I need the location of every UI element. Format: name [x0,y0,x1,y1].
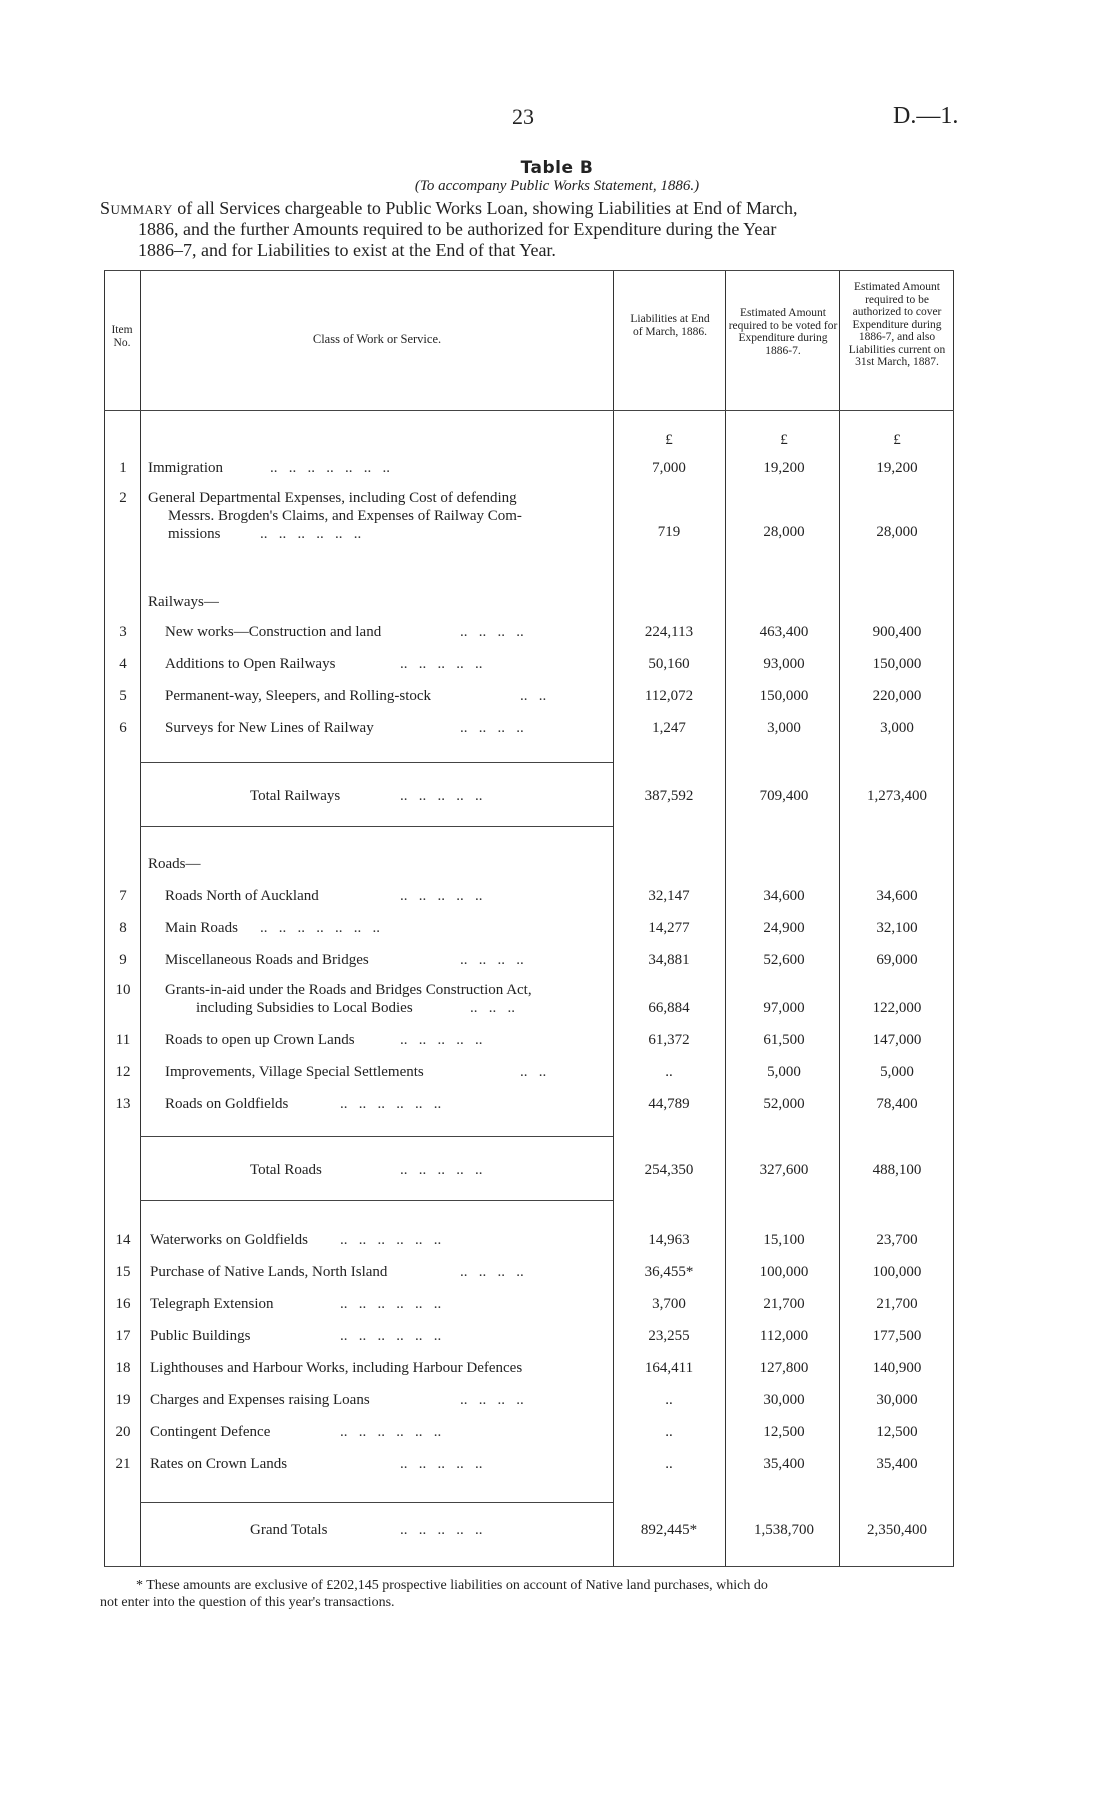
row-label: New works—Construction and land [165,624,382,640]
liabilities-value: 3,700 [652,1296,686,1312]
leader-dots: .. .. .. .. .. .. .. [260,920,380,936]
voted-value: 35,400 [763,1456,805,1472]
item-number: 21 [115,1456,131,1472]
liabilities-value: 7,000 [652,460,686,476]
row-label: Roads North of Auckland [165,888,319,904]
authorized-value: 1,273,400 [867,788,927,804]
currency-symbol: £ [780,432,788,448]
authorized-value: 32,100 [876,920,918,936]
authorized-value: 34,600 [876,888,918,904]
row-label: Roads to open up Crown Lands [165,1032,355,1048]
row-label: Miscellaneous Roads and Bridges [165,952,369,968]
authorized-value: 12,500 [876,1424,918,1440]
section-heading: Roads— [148,856,201,872]
row-label-line: General Departmental Expenses, including Cost of defending [148,490,517,506]
item-number: 10 [115,982,131,998]
currency-symbol: £ [893,432,901,448]
liabilities-value: 112,072 [644,688,694,704]
authorized-value: 3,000 [880,720,914,736]
footnote [100,1577,962,1611]
row-label: Charges and Expenses raising Loans [150,1392,370,1408]
row-label-line: Messrs. Brogden's Claims, and Expenses of Railway Com- [168,508,522,524]
voted-value: 709,400 [759,788,809,804]
leader-dots: .. .. .. .. [460,720,524,736]
authorized-value: 488,100 [872,1162,922,1178]
header-bottom-rule [104,410,954,411]
authorized-value: 147,000 [872,1032,922,1048]
item-number: 4 [119,656,127,672]
leader-dots: .. .. .. .. .. [400,1456,483,1472]
row-label: Additions to Open Railways [165,656,336,672]
liabilities-value: 50,160 [648,656,690,672]
header-authorized: Estimated Amount required to be authorized to cover Expenditure during 1886-7, and also Liabilities current on 31st March, 1887. [848,281,946,368]
row-label: Improvements, Village Special Settlements [165,1064,424,1080]
authorized-value: 150,000 [872,656,922,672]
liabilities-value: 164,411 [644,1360,694,1376]
table-bottom-rule [104,1566,954,1567]
item-number: 17 [115,1328,131,1344]
row-label: Purchase of Native Lands, North Island [150,1264,388,1280]
currency-symbol: £ [665,432,673,448]
leader-dots: .. .. .. .. .. .. [340,1232,442,1248]
voted-value: 34,600 [763,888,805,904]
item-number: 2 [119,490,127,506]
voted-value: 100,000 [759,1264,809,1280]
row-label: Contingent Defence [150,1424,271,1440]
leader-dots: .. .. [520,688,547,704]
authorized-value: 30,000 [876,1392,918,1408]
liabilities-value: 254,350 [644,1162,694,1178]
liabilities-value: .. [665,1392,673,1408]
summary-line-2: 1886, and the further Amounts required to be authorized for Expenditure during the Year [138,219,777,239]
voted-value: 52,600 [763,952,805,968]
authorized-value: 140,900 [872,1360,922,1376]
item-number: 18 [115,1360,131,1376]
summary-lead: Summary [100,198,173,218]
header-voted: Estimated Amount required to be voted for Expenditure during 1886-7. [728,307,838,357]
liabilities-value: 32,147 [648,888,690,904]
railways-subtotal-rule [140,762,613,763]
authorized-value: 69,000 [876,952,918,968]
voted-value: 30,000 [763,1392,805,1408]
voted-value: 327,600 [759,1162,809,1178]
summary-line-1: of all Services chargeable to Public Works Loan, showing Liabilities at End of March, [172,198,798,218]
voted-value: 93,000 [763,656,805,672]
row-label: Main Roads [165,920,238,936]
railways-total-rule [140,826,613,827]
item-number: 7 [119,888,127,904]
leader-dots: .. .. .. .. .. .. .. [270,460,390,476]
voted-value: 150,000 [759,688,809,704]
leader-dots: .. .. .. .. .. .. [340,1424,442,1440]
row-label: Permanent-way, Sleepers, and Rolling-stock [165,688,432,704]
liabilities-value: 44,789 [648,1096,690,1112]
liabilities-value: 61,372 [648,1032,690,1048]
authorized-value: 5,000 [880,1064,914,1080]
liabilities-value: .. [665,1456,673,1472]
section-heading: Railways— [148,594,219,610]
leader-dots: .. .. .. .. [460,952,524,968]
item-number: 8 [119,920,127,936]
leader-dots: .. .. .. .. .. [400,1162,483,1178]
header-item-no: Item No. [111,324,133,349]
leader-dots: .. .. .. .. .. [400,1522,483,1538]
grand-subtotal-rule [140,1502,613,1503]
liabilities-value: 34,881 [648,952,690,968]
authorized-value: 23,700 [876,1232,918,1248]
leader-dots: .. .. [520,1064,547,1080]
liabilities-value: 719 [657,524,681,540]
row-label: Rates on Crown Lands [150,1456,288,1472]
authorized-value: 177,500 [872,1328,922,1344]
item-number: 13 [115,1096,131,1112]
table-top-rule [104,270,954,271]
voted-value: 127,800 [759,1360,809,1376]
voted-value: 28,000 [763,524,805,540]
authorized-value: 28,000 [876,524,918,540]
leader-dots: .. .. .. .. .. [400,788,483,804]
leader-dots: .. .. .. .. .. .. [340,1296,442,1312]
liabilities-value: .. [665,1424,673,1440]
voted-value: 24,900 [763,920,805,936]
leader-dots: .. .. .. .. [460,1392,524,1408]
voted-value: 19,200 [763,460,805,476]
row-label: Roads on Goldfields [165,1096,289,1112]
page-number: 23 [512,104,534,129]
leader-dots: .. .. .. [470,1000,515,1016]
item-number: 15 [115,1264,131,1280]
voted-value: 1,538,700 [754,1522,814,1538]
liabilities-value: 387,592 [644,788,694,804]
leader-dots: .. .. .. .. [460,624,524,640]
footnote-line-2: not enter into the question of this year's transactions. [100,1595,395,1610]
liabilities-value: 892,445* [640,1522,698,1538]
leader-dots: .. .. .. .. .. [400,888,483,904]
authorized-value: 900,400 [872,624,922,640]
row-label: Public Buildings [150,1328,251,1344]
voted-value: 112,000 [759,1328,809,1344]
liabilities-value: 14,963 [648,1232,690,1248]
item-number: 11 [115,1032,131,1048]
summary-paragraph [100,198,958,261]
document-reference: D.—1. [893,103,959,129]
row-label: Waterworks on Goldfields [150,1232,308,1248]
item-number: 6 [119,720,127,736]
row-label: Immigration [148,460,223,476]
liabilities-value: 66,884 [648,1000,690,1016]
row-label: Telegraph Extension [150,1296,274,1312]
voted-value: 15,100 [763,1232,805,1248]
leader-dots: .. .. .. .. .. .. [260,526,362,542]
header-liabilities: Liabilities at End of March, 1886. [630,313,710,338]
item-number: 19 [115,1392,131,1408]
authorized-value: 35,400 [876,1456,918,1472]
voted-value: 12,500 [763,1424,805,1440]
row-label: Lighthouses and Harbour Works, including Harbour Defences [150,1360,523,1376]
authorized-value: 21,700 [876,1296,918,1312]
total-label: Grand Totals [250,1522,328,1538]
row-label-line: Grants-in-aid under the Roads and Bridges Construction Act, [165,982,532,998]
voted-value: 21,700 [763,1296,805,1312]
voted-value: 5,000 [767,1064,801,1080]
liabilities-column-rule [725,270,726,1566]
table-title: Table B [520,158,594,178]
authorized-value: 2,350,400 [867,1522,927,1538]
voted-value: 463,400 [759,624,809,640]
table-right-border [953,270,954,1566]
total-label: Total Roads [250,1162,322,1178]
leader-dots: .. .. .. .. [460,1264,524,1280]
voted-value: 3,000 [767,720,801,736]
item-number: 12 [115,1064,131,1080]
row-label-line: including Subsidies to Local Bodies [196,1000,413,1016]
liabilities-value: .. [665,1064,673,1080]
leader-dots: .. .. .. .. .. .. [340,1328,442,1344]
table-subtitle: (To accompany Public Works Statement, 1886.) [414,178,700,194]
leader-dots: .. .. .. .. .. .. [340,1096,442,1112]
item-number: 1 [119,460,127,476]
item-number: 9 [119,952,127,968]
liabilities-value: 36,455* [644,1264,694,1280]
row-label: Surveys for New Lines of Railway [165,720,374,736]
liabilities-value: 14,277 [648,920,690,936]
header-class: Class of Work or Service. [312,332,442,346]
item-number: 5 [119,688,127,704]
item-number: 3 [119,624,127,640]
authorized-value: 19,200 [876,460,918,476]
roads-subtotal-rule [140,1136,613,1137]
row-label-line: missions [168,526,221,542]
roads-total-rule [140,1200,613,1201]
item-number: 20 [115,1424,131,1440]
authorized-value: 100,000 [872,1264,922,1280]
liabilities-value: 23,255 [648,1328,690,1344]
leader-dots: .. .. .. .. .. [400,656,483,672]
authorized-value: 122,000 [872,1000,922,1016]
liabilities-value: 1,247 [652,720,686,736]
authorized-value: 78,400 [876,1096,918,1112]
summary-line-3: 1886–7, and for Liabilities to exist at the End of that Year. [138,240,556,260]
item-number: 14 [115,1232,131,1248]
footnote-line-1: * These amounts are exclusive of £202,145 prospective liabilities on account of Native land purchases, which do [136,1578,768,1593]
liabilities-value: 224,113 [644,624,694,640]
item-number: 16 [115,1296,131,1312]
voted-value: 97,000 [763,1000,805,1016]
voted-value: 61,500 [763,1032,805,1048]
voted-value: 52,000 [763,1096,805,1112]
total-label: Total Railways [250,788,341,804]
leader-dots: .. .. .. .. .. [400,1032,483,1048]
authorized-value: 220,000 [872,688,922,704]
